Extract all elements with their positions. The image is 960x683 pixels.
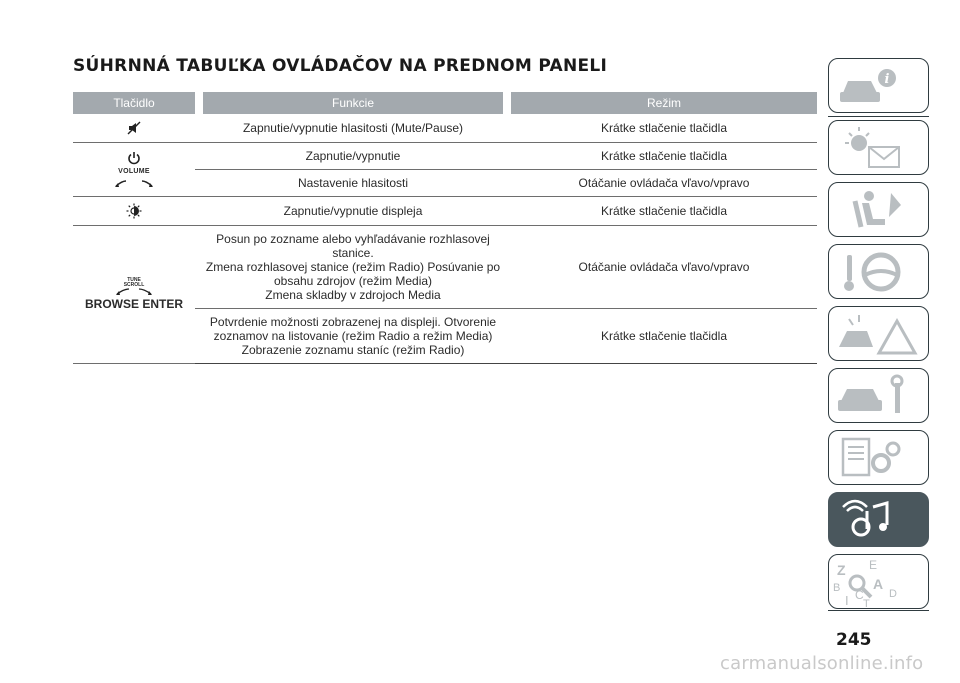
function-cell — [195, 226, 511, 309]
header-function: Funkcie — [203, 92, 503, 114]
tab-multimedia[interactable] — [828, 492, 929, 547]
mode-cell: Krátke stlačenie tlačidla — [511, 309, 817, 364]
svg-text:i: i — [884, 72, 890, 87]
function-cell: Zapnutie/vypnutie hlasitosti (Mute/Pause) — [195, 114, 511, 143]
volume-label: VOLUME — [118, 168, 150, 175]
tune-label: TUNE — [127, 277, 141, 283]
power-volume-icon — [77, 151, 191, 165]
button-cell — [73, 197, 195, 226]
page-number: 245 — [836, 630, 872, 650]
scroll-label: SCROLL — [123, 282, 145, 288]
tab-car-info[interactable] — [828, 58, 929, 113]
tune-scroll-icon — [77, 288, 191, 296]
table-row — [73, 143, 817, 170]
tab-index[interactable] — [828, 554, 929, 609]
function-line: stanice. — [332, 246, 374, 260]
function-cell — [195, 309, 511, 364]
controls-summary-table — [73, 92, 817, 364]
button-cell — [73, 226, 195, 364]
function-cell: Nastavenie hlasitosti — [195, 170, 511, 197]
function-line: Potvrdenie možnosti zobrazenej na displeji. Otvorenie — [209, 315, 497, 329]
svg-text:Z: Z — [837, 562, 846, 578]
button-cell — [73, 114, 195, 143]
function-line: Zmena skladby v zdrojoch Media — [265, 288, 441, 302]
tab-divider — [828, 610, 929, 611]
mute-icon — [77, 120, 191, 136]
tab-safety[interactable] — [828, 182, 929, 237]
function-line: Zmena rozhlasovej stanice (režim Radio) Posúvanie po — [205, 260, 501, 274]
svg-text:B: B — [833, 582, 841, 594]
svg-text:C: C — [855, 588, 864, 602]
tab-maintenance[interactable] — [828, 368, 929, 423]
function-cell: Zapnutie/vypnutie — [195, 143, 511, 170]
rotate-arrows-icon — [77, 179, 191, 188]
mode-cell: Krátke stlačenie tlačidla — [511, 143, 817, 170]
tab-warning-lights[interactable] — [828, 120, 929, 175]
svg-text:A: A — [873, 576, 884, 592]
function-line: Posun po zozname alebo vyhľadávanie rozhlasovej — [216, 232, 490, 246]
function-cell: Zapnutie/vypnutie displeja — [195, 197, 511, 226]
function-line: Zobrazenie zoznamu staníc (režim Radio) — [241, 343, 465, 357]
svg-text:I: I — [845, 593, 849, 608]
mode-cell: Krátke stlačenie tlačidla — [511, 197, 817, 226]
display-icon — [77, 203, 191, 219]
table-row — [73, 197, 817, 226]
mode-cell: Otáčanie ovládača vľavo/vpravo — [511, 226, 817, 309]
tab-emergency[interactable] — [828, 306, 929, 361]
tab-starting-driving[interactable] — [828, 244, 929, 299]
tab-technical-data[interactable] — [828, 430, 929, 485]
function-line: obsahu zdrojov (režim Media) — [273, 274, 433, 288]
page-title: SÚHRNNÁ TABUĽKA OVLÁDAČOV NA PREDNOM PANELI — [73, 56, 608, 76]
table-row — [73, 226, 817, 309]
table-row — [73, 114, 817, 143]
button-cell — [73, 143, 195, 197]
header-mode: Režim — [511, 92, 817, 114]
table-header-row — [73, 92, 817, 114]
mode-cell: Krátke stlačenie tlačidla — [511, 114, 817, 143]
mode-cell: Otáčanie ovládača vľavo/vpravo — [511, 170, 817, 197]
tab-divider — [828, 116, 929, 117]
svg-text:T: T — [863, 598, 870, 610]
function-line: zoznamov na listovanie (režim Radio a režim Media) — [213, 329, 493, 343]
header-button: Tlačidlo — [73, 92, 195, 114]
svg-text:D: D — [889, 588, 897, 600]
browse-enter-label: BROWSE ENTER — [84, 297, 183, 311]
svg-text:E: E — [869, 558, 878, 572]
watermark: carmanualsonline.info — [720, 653, 924, 674]
